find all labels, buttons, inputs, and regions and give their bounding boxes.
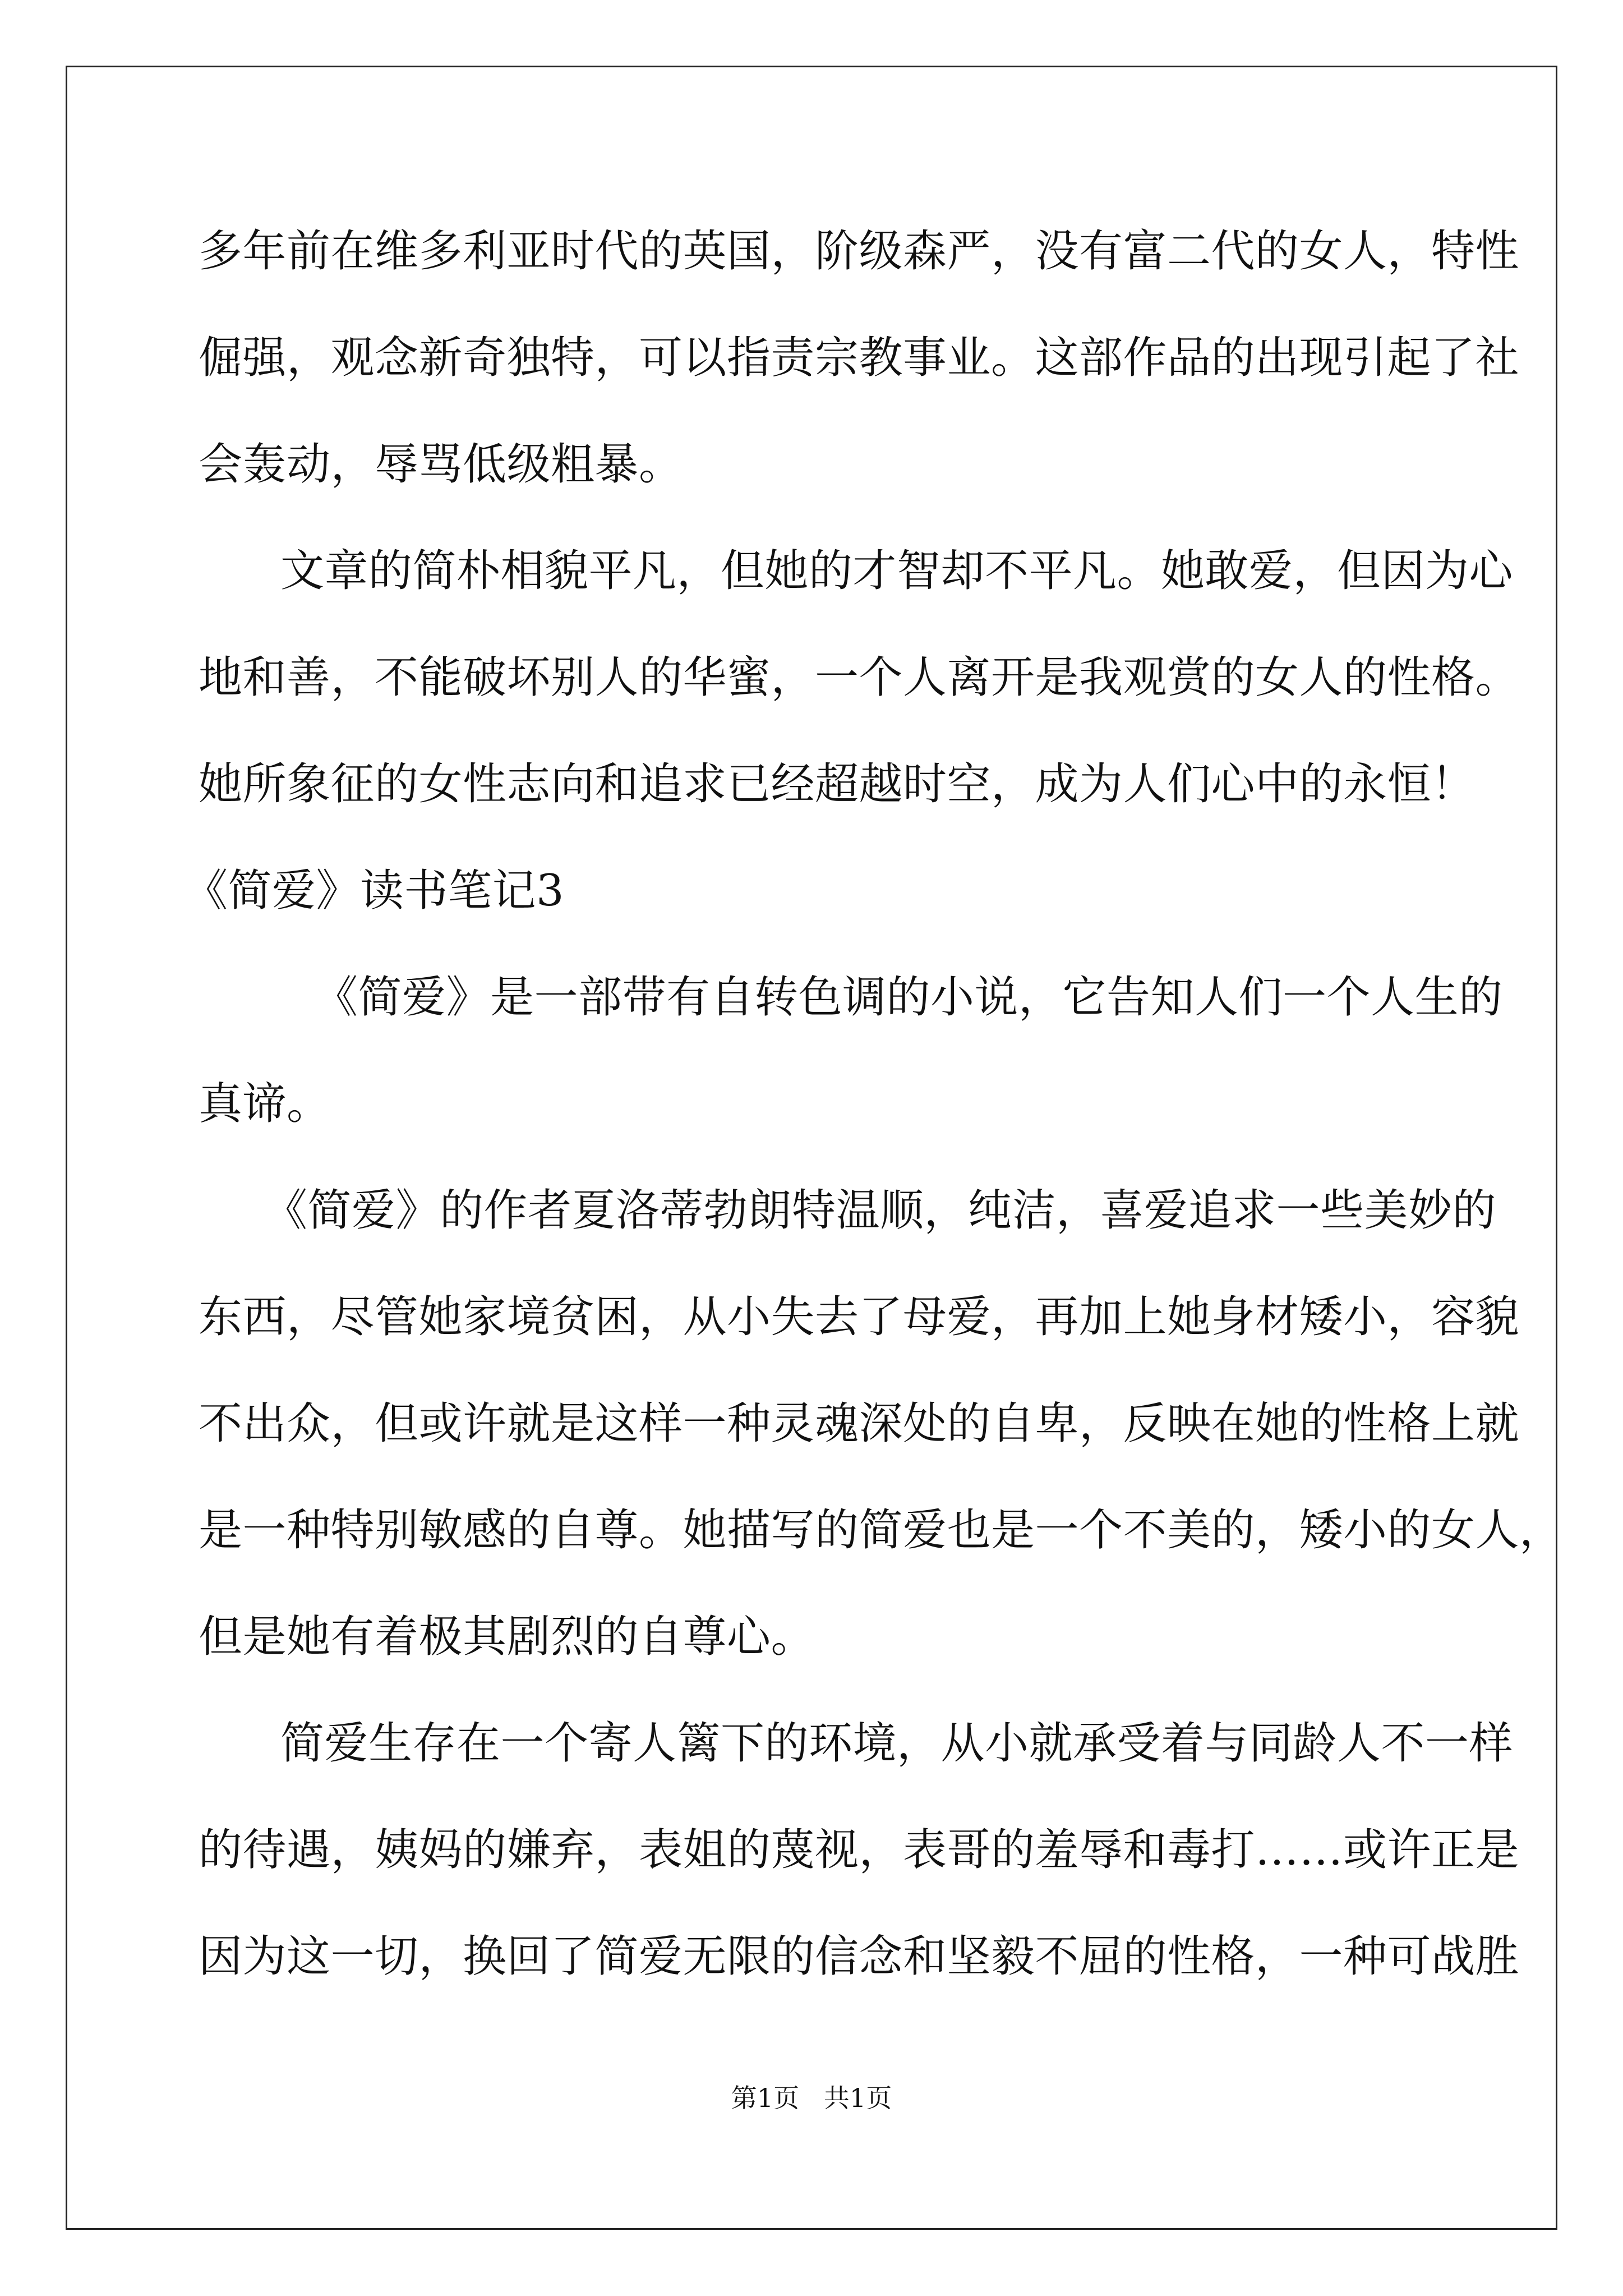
text-line: 的待遇，姨妈的嫌弃，表姐的蔑视，表哥的羞辱和毒打……或许正是: [199, 1825, 1520, 1875]
text-line: 地和善，不能破坏别人的华蜜，一个人离开是我观赏的女人的性格。: [199, 652, 1520, 703]
page-footer: 第1页 共1页: [731, 2083, 892, 2113]
text-line: 东西，尽管她家境贫困，从小失去了母爱，再加上她身材矮小，容貌: [199, 1292, 1520, 1342]
text-line: 《简爱》的作者夏洛蒂勃朗特温顺，纯洁，喜爱追求一些美妙的: [264, 1185, 1497, 1236]
text-line: 真谛。: [199, 1079, 331, 1129]
text-line: 她所象征的女性志向和追求已经超越时空，成为人们心中的永恒！: [199, 759, 1476, 809]
page-border: [66, 66, 1557, 2230]
text-line: 文章的简朴相貌平凡，但她的才智却不平凡。她敢爱，但因为心: [280, 546, 1514, 596]
text-line: 是一种特别敏感的自尊。她描写的简爱也是一个不美的，矮小的女人，: [199, 1505, 1564, 1556]
text-line: 多年前在维多利亚时代的英国，阶级森严，没有富二代的女人，特性: [199, 226, 1520, 277]
text-line: 简爱生存在一个寄人篱下的环境，从小就承受着与同龄人不一样: [280, 1718, 1514, 1769]
text-line: 倔强，观念新奇独特，可以指责宗教事业。这部作品的出现引起了社: [199, 333, 1520, 383]
text-line: 会轰动，辱骂低级粗暴。: [199, 439, 683, 490]
text-line: 因为这一切，换回了简爱无限的信念和坚毅不屈的性格，一种可战胜: [199, 1931, 1520, 1982]
text-line: 但是她有着极其剧烈的自尊心。: [199, 1612, 815, 1662]
text-line: 不出众，但或许就是这样一种灵魂深处的自卑，反映在她的性格上就: [199, 1398, 1520, 1449]
section-heading: 《简爱》读书笔记3: [184, 866, 565, 916]
text-line: 《简爱》是一部带有自转色调的小说，它告知人们一个人生的: [314, 972, 1503, 1023]
